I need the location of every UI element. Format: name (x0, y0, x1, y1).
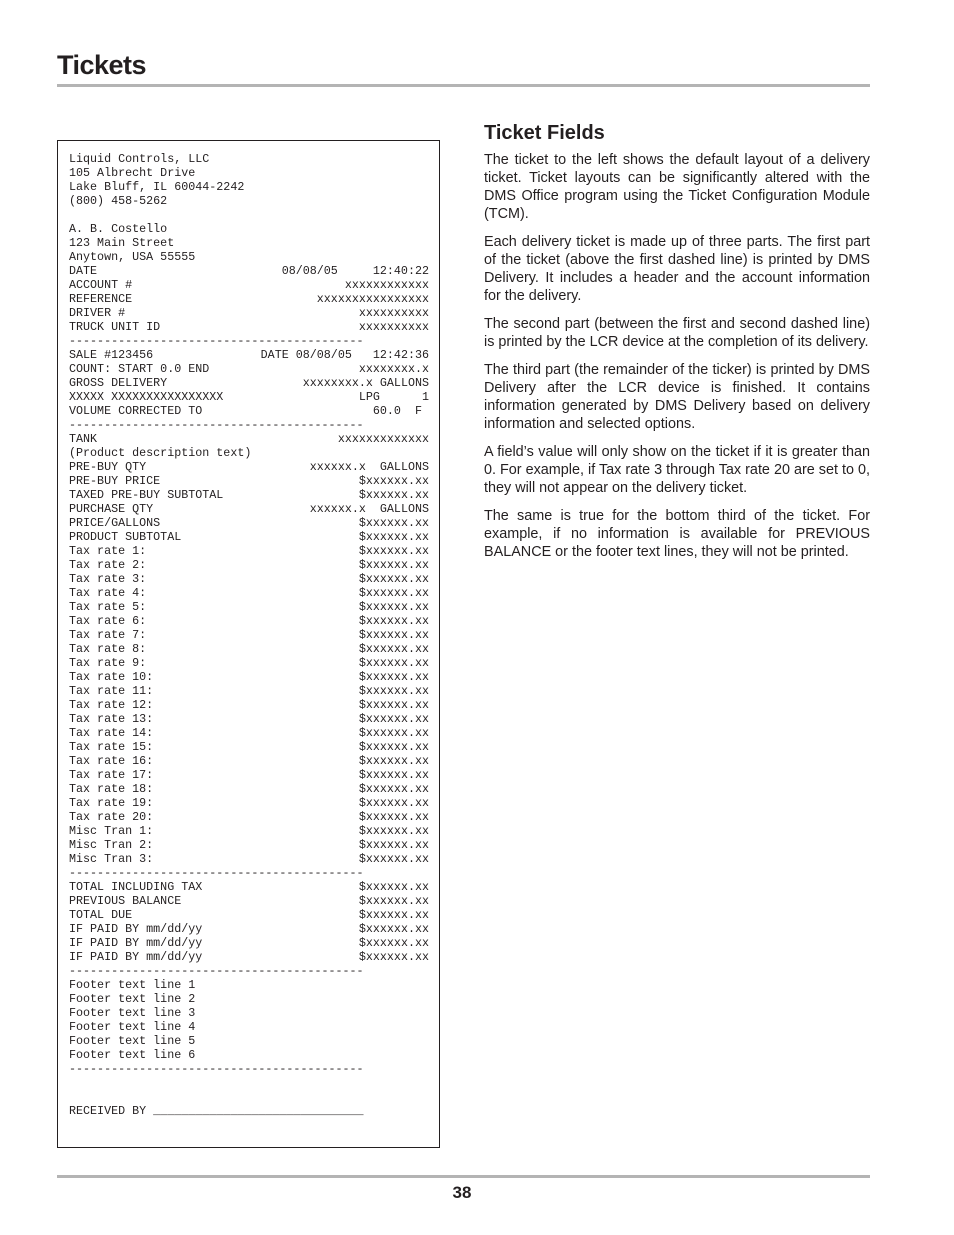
ticket-line-label: PREVIOUS BALANCE (69, 894, 182, 908)
ticket-line-value: $xxxxxx.xx (358, 922, 429, 936)
ticket-line (69, 446, 429, 460)
ticket-line (69, 1104, 429, 1118)
ticket-line-label: TRUCK UNIT ID (69, 320, 161, 334)
ticket-line (69, 600, 429, 614)
ticket-line-label: A. B. Costello (69, 222, 168, 236)
ticket-line-value: $xxxxxx.xx (358, 474, 429, 488)
ticket-line (69, 670, 429, 684)
ticket-line-label: Tax rate 15: (69, 740, 154, 754)
ticket-line (69, 180, 429, 194)
ticket-line (69, 306, 429, 320)
ticket-line-label: ------------------------------------------ (69, 866, 364, 880)
ticket-line (69, 166, 429, 180)
ticket-line-value: $xxxxxx.xx (358, 838, 429, 852)
ticket-line (69, 908, 429, 922)
ticket-line-label: IF PAID BY mm/dd/yy (69, 950, 203, 964)
ticket-line-value: xxxxxxxxxx (358, 306, 429, 320)
ticket-line (69, 376, 429, 390)
ticket-line (69, 1020, 429, 1034)
ticket-line-value: $xxxxxx.xx (358, 810, 429, 824)
ticket-line-label: Footer text line 2 (69, 992, 196, 1006)
header-rule (57, 84, 870, 87)
ticket-line-value: 60.0 F (372, 404, 429, 418)
ticket-line (69, 642, 429, 656)
ticket-line-value: xxxxxxxxxxxx (344, 278, 429, 292)
ticket-line-label: Tax rate 17: (69, 768, 154, 782)
ticket-line-label: GROSS DELIVERY (69, 376, 168, 390)
ticket-line (69, 866, 429, 880)
ticket-line (69, 964, 429, 978)
ticket-line (69, 222, 429, 236)
ticket-line (69, 852, 429, 866)
ticket-line-value: LPG 1 (358, 390, 429, 404)
ticket-line (69, 880, 429, 894)
ticket-line (69, 250, 429, 264)
ticket-line (69, 1048, 429, 1062)
ticket-line-label: Lake Bluff, IL 60044-2242 (69, 180, 245, 194)
ticket-line (69, 474, 429, 488)
ticket-line (69, 432, 429, 446)
ticket-line-value: $xxxxxx.xx (358, 684, 429, 698)
ticket-line-label: Tax rate 3: (69, 572, 147, 586)
paragraph: The same is true for the bottom third of the ticket. For example, if no information is available for PREVIOUS BALANCE or the footer text lines, they will not be printed. (484, 508, 870, 560)
ticket-line (69, 558, 429, 572)
ticket-line-label: Tax rate 11: (69, 684, 154, 698)
ticket-line-label: ------------------------------------------ (69, 1062, 364, 1076)
ticket-line-label: SALE #123456 (69, 348, 154, 362)
ticket-line-label: XXXXX XXXXXXXXXXXXXXXX (69, 390, 224, 404)
ticket-line-value: xxxxxx.x GALLONS (309, 460, 429, 474)
ticket-line (69, 656, 429, 670)
ticket-line (69, 796, 429, 810)
ticket-line-label: DRIVER # (69, 306, 126, 320)
ticket-line-label: REFERENCE (69, 292, 133, 306)
ticket-line-value: $xxxxxx.xx (358, 628, 429, 642)
ticket-line-label: ------------------------------------------ (69, 334, 364, 348)
ticket-line (69, 390, 429, 404)
paragraph: The third part (the remainder of the ticker) is printed by DMS Delivery after the LCR device is finished. It contains information generated by DMS Delivery based on delivery information and selected options. (484, 362, 870, 432)
ticket-line-value: $xxxxxx.xx (358, 824, 429, 838)
ticket-line-label: Footer text line 3 (69, 1006, 196, 1020)
ticket-line (69, 978, 429, 992)
ticket-line-value: $xxxxxx.xx (358, 670, 429, 684)
ticket-line-label: Footer text line 1 (69, 978, 196, 992)
ticket-line-label: TANK (69, 432, 98, 446)
ticket-line (69, 362, 429, 376)
ticket-line-label: 123 Main Street (69, 236, 175, 250)
paragraph: A field’s value will only show on the ticket if it is greater than 0. For example, if Tax rate 3 through Tax rate 20 are set to 0, they will not appear on the delivery ticket. (484, 444, 870, 496)
ticket-line-value: $xxxxxx.xx (358, 488, 429, 502)
ticket-line-label: PRODUCT SUBTOTAL (69, 530, 182, 544)
ticket-line (69, 824, 429, 838)
ticket-line (69, 1062, 429, 1076)
ticket-line-value: xxxxxxxx.x GALLONS (302, 376, 429, 390)
ticket-line (69, 628, 429, 642)
ticket-line-label: PRE-BUY QTY (69, 460, 147, 474)
ticket-line (69, 152, 429, 166)
ticket-line (69, 516, 429, 530)
ticket-line (69, 922, 429, 936)
ticket-line-value: xxxxxxxxxx (358, 320, 429, 334)
ticket-line-value: $xxxxxx.xx (358, 558, 429, 572)
ticket-line-value: $xxxxxx.xx (358, 908, 429, 922)
ticket-line (69, 320, 429, 334)
ticket-line-value: $xxxxxx.xx (358, 530, 429, 544)
ticket-line (69, 236, 429, 250)
ticket-line (69, 292, 429, 306)
ticket-line-value: $xxxxxx.xx (358, 572, 429, 586)
ticket-line (69, 278, 429, 292)
ticket-line-label: ACCOUNT # (69, 278, 133, 292)
ticket-line-value: $xxxxxx.xx (358, 936, 429, 950)
ticket-line-label: Anytown, USA 55555 (69, 250, 196, 264)
ticket-line-label: Tax rate 7: (69, 628, 147, 642)
ticket-line-label: Tax rate 13: (69, 712, 154, 726)
ticket-line-label: Tax rate 5: (69, 600, 147, 614)
ticket-line-value: $xxxxxx.xx (358, 796, 429, 810)
ticket-line-label: Liquid Controls, LLC (69, 152, 210, 166)
ticket-fields-section (484, 120, 870, 571)
ticket-line-value: $xxxxxx.xx (358, 698, 429, 712)
ticket-line-value: $xxxxxx.xx (358, 726, 429, 740)
paragraph: Each delivery ticket is made up of three parts. The first part of the ticket (above the first dashed line) is printed by DMS Delivery. It includes a header and the account information for the delivery. (484, 234, 870, 304)
ticket-line (69, 502, 429, 516)
ticket-line (69, 684, 429, 698)
ticket-line-label: PRICE/GALLONS (69, 516, 161, 530)
ticket-line-label: Misc Tran 2: (69, 838, 154, 852)
ticket-line-label: Misc Tran 3: (69, 852, 154, 866)
ticket-line (69, 1090, 429, 1104)
ticket-line-label: ------------------------------------------ (69, 964, 364, 978)
ticket-line-label: Tax rate 14: (69, 726, 154, 740)
ticket-line-value: $xxxxxx.xx (358, 852, 429, 866)
ticket-line (69, 572, 429, 586)
page-title: Tickets (57, 50, 147, 80)
ticket-line-label: Footer text line 6 (69, 1048, 196, 1062)
ticket-line-label: RECEIVED BY ______________________________ (69, 1104, 364, 1118)
ticket-line-label: IF PAID BY mm/dd/yy (69, 922, 203, 936)
ticket-line (69, 586, 429, 600)
ticket-line-label: Tax rate 16: (69, 754, 154, 768)
ticket-line-label: Tax rate 20: (69, 810, 154, 824)
ticket-line-label: Tax rate 10: (69, 670, 154, 684)
delivery-ticket (57, 140, 440, 1148)
ticket-line-label: Footer text line 4 (69, 1020, 196, 1034)
ticket-line (69, 698, 429, 712)
page-number: 38 (452, 1183, 472, 1202)
ticket-line (69, 1076, 429, 1090)
ticket-line-label: PRE-BUY PRICE (69, 474, 161, 488)
ticket-line (69, 810, 429, 824)
ticket-line-label: Tax rate 18: (69, 782, 154, 796)
ticket-line (69, 782, 429, 796)
ticket-line-value: $xxxxxx.xx (358, 754, 429, 768)
paragraph: The ticket to the left shows the default layout of a delivery ticket. Ticket layouts can be significantly altered with the DMS Office program using the Ticket Configuration Module (TCM). (484, 152, 870, 222)
ticket-line-label: 105 Albrecht Drive (69, 166, 196, 180)
ticket-line (69, 418, 429, 432)
paragraph: The second part (between the first and second dashed line) is printed by the LCR device at the completion of its delivery. (484, 316, 870, 350)
ticket-line-label: Tax rate 9: (69, 656, 147, 670)
ticket-line (69, 1006, 429, 1020)
ticket-line-value: $xxxxxx.xx (358, 656, 429, 670)
ticket-line-label: Footer text line 5 (69, 1034, 196, 1048)
ticket-line (69, 488, 429, 502)
ticket-line-label: VOLUME CORRECTED TO (69, 404, 203, 418)
ticket-line-value: $xxxxxx.xx (358, 950, 429, 964)
ticket-line-value: $xxxxxx.xx (358, 516, 429, 530)
ticket-line-value: xxxxxxxxxxxxx (337, 432, 429, 446)
ticket-line (69, 754, 429, 768)
ticket-line (69, 740, 429, 754)
ticket-body (69, 152, 429, 1118)
ticket-line-label: PURCHASE QTY (69, 502, 154, 516)
ticket-line-label: TAXED PRE-BUY SUBTOTAL (69, 488, 224, 502)
ticket-line-value: $xxxxxx.xx (358, 782, 429, 796)
ticket-line-label: ------------------------------------------ (69, 418, 364, 432)
ticket-line-label: (Product description text) (69, 446, 252, 460)
ticket-line-label: TOTAL DUE (69, 908, 133, 922)
ticket-line-value: DATE 08/08/05 12:42:36 (260, 348, 429, 362)
ticket-line (69, 334, 429, 348)
ticket-line-label: Tax rate 4: (69, 586, 147, 600)
ticket-line-label: COUNT: START 0.0 END (69, 362, 210, 376)
ticket-line-value: xxxxxxxxxxxxxxxx (316, 292, 429, 306)
ticket-line-value: $xxxxxx.xx (358, 894, 429, 908)
ticket-line-value: $xxxxxx.xx (358, 712, 429, 726)
ticket-line (69, 530, 429, 544)
ticket-line (69, 894, 429, 908)
ticket-line-value: $xxxxxx.xx (358, 544, 429, 558)
ticket-line-label: (800) 458-5262 (69, 194, 168, 208)
ticket-line (69, 544, 429, 558)
ticket-line (69, 726, 429, 740)
ticket-line (69, 768, 429, 782)
ticket-line-label: Tax rate 19: (69, 796, 154, 810)
ticket-line-label: Tax rate 8: (69, 642, 147, 656)
ticket-line-value: $xxxxxx.xx (358, 740, 429, 754)
ticket-line (69, 208, 429, 222)
ticket-line (69, 404, 429, 418)
ticket-line-value: 08/08/05 12:40:22 (281, 264, 429, 278)
ticket-line-label: Misc Tran 1: (69, 824, 154, 838)
ticket-line-label: Tax rate 12: (69, 698, 154, 712)
ticket-line (69, 712, 429, 726)
section-title: Ticket Fields (484, 122, 605, 144)
ticket-line-label: Tax rate 1: (69, 544, 147, 558)
ticket-line-label: DATE (69, 264, 98, 278)
ticket-line (69, 936, 429, 950)
ticket-line (69, 460, 429, 474)
footer-rule (57, 1175, 870, 1178)
ticket-line-value: $xxxxxx.xx (358, 642, 429, 656)
ticket-line (69, 950, 429, 964)
ticket-line-value: $xxxxxx.xx (358, 614, 429, 628)
ticket-line (69, 264, 429, 278)
ticket-line-label: Tax rate 2: (69, 558, 147, 572)
ticket-line-label: IF PAID BY mm/dd/yy (69, 936, 203, 950)
ticket-line (69, 838, 429, 852)
ticket-line-value: xxxxxx.x GALLONS (309, 502, 429, 516)
ticket-line-value: xxxxxxxx.x (358, 362, 429, 376)
ticket-line-value: $xxxxxx.xx (358, 768, 429, 782)
ticket-line (69, 348, 429, 362)
ticket-line (69, 1034, 429, 1048)
ticket-line (69, 614, 429, 628)
ticket-line (69, 194, 429, 208)
ticket-line-value: $xxxxxx.xx (358, 600, 429, 614)
ticket-line-value: $xxxxxx.xx (358, 586, 429, 600)
ticket-line-value: $xxxxxx.xx (358, 880, 429, 894)
ticket-line-label: TOTAL INCLUDING TAX (69, 880, 203, 894)
ticket-line-label: Tax rate 6: (69, 614, 147, 628)
ticket-line (69, 992, 429, 1006)
